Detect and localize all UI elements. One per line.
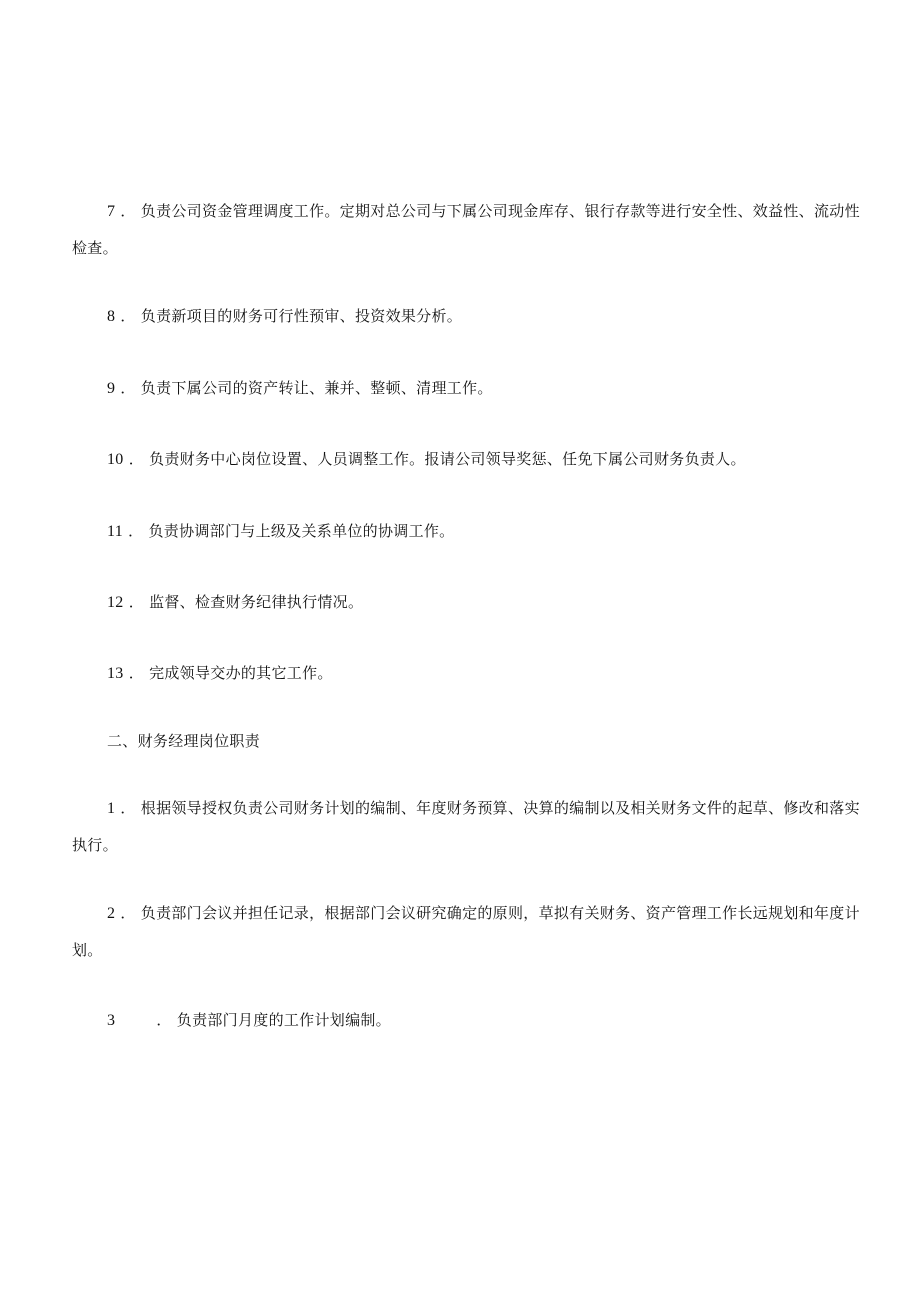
manager-duty-item-3	[72, 1002, 862, 1039]
item-separator: ．	[128, 450, 144, 468]
item-separator: ．	[128, 664, 144, 682]
item-number: 3	[107, 1012, 116, 1029]
item-separator: ．	[128, 593, 144, 611]
item-text: 完成领导交办的其它工作。	[149, 664, 333, 682]
duty-item-9	[72, 370, 862, 407]
section-heading: 二、财务经理岗位职责	[107, 732, 261, 750]
item-separator: ．	[156, 1011, 172, 1029]
item-text: 负责下属公司的资产转让、兼并、整顿、清理工作。	[140, 379, 493, 397]
duty-item-7	[72, 193, 862, 267]
duty-item-12	[72, 584, 862, 621]
item-number: 12	[107, 594, 124, 611]
duty-item-10	[72, 441, 862, 478]
item-text: 负责新项目的财务可行性预审、投资效果分析。	[140, 307, 463, 325]
item-separator: ．	[120, 307, 136, 325]
item-separator: ．	[120, 799, 136, 817]
item-text: 监督、检查财务纪律执行情况。	[149, 593, 364, 611]
duty-item-13	[72, 655, 862, 692]
item-separator: ．	[120, 379, 136, 397]
manager-duty-item-2	[72, 895, 862, 969]
item-number: 9	[107, 380, 116, 397]
item-number: 11	[107, 523, 124, 540]
item-text: 负责部门月度的工作计划编制。	[176, 1011, 391, 1029]
item-number: 13	[107, 665, 124, 682]
item-separator: ．	[128, 522, 144, 540]
item-text: 负责财务中心岗位设置、人员调整工作。报请公司领导奖惩、任免下属公司财务负责人。	[149, 450, 746, 468]
manager-duty-item-1	[72, 790, 862, 864]
item-number: 10	[107, 451, 124, 468]
duty-item-11	[72, 513, 862, 550]
item-number: 7	[107, 203, 116, 220]
item-number: 8	[107, 308, 116, 325]
item-text: 负责协调部门与上级及关系单位的协调工作。	[148, 522, 455, 540]
item-text: 负责公司资金管理调度工作。定期对总公司与下属公司现金库存、银行存款等进行安全性、效益性、流动性检查。	[72, 202, 860, 257]
item-number: 1	[107, 800, 116, 817]
item-text: 根据领导授权负责公司财务计划的编制、年度财务预算、决算的编制以及相关财务文件的起草、修改和落实执行。	[72, 799, 860, 854]
item-text: 负责部门会议并担任记录，根据部门会议研究确定的原则，草拟有关财务、资产管理工作长远规划和年度计划。	[72, 904, 860, 959]
duty-item-8	[72, 298, 862, 335]
item-separator: ．	[120, 904, 136, 922]
item-number: 2	[107, 905, 116, 922]
item-separator: ．	[120, 202, 136, 220]
